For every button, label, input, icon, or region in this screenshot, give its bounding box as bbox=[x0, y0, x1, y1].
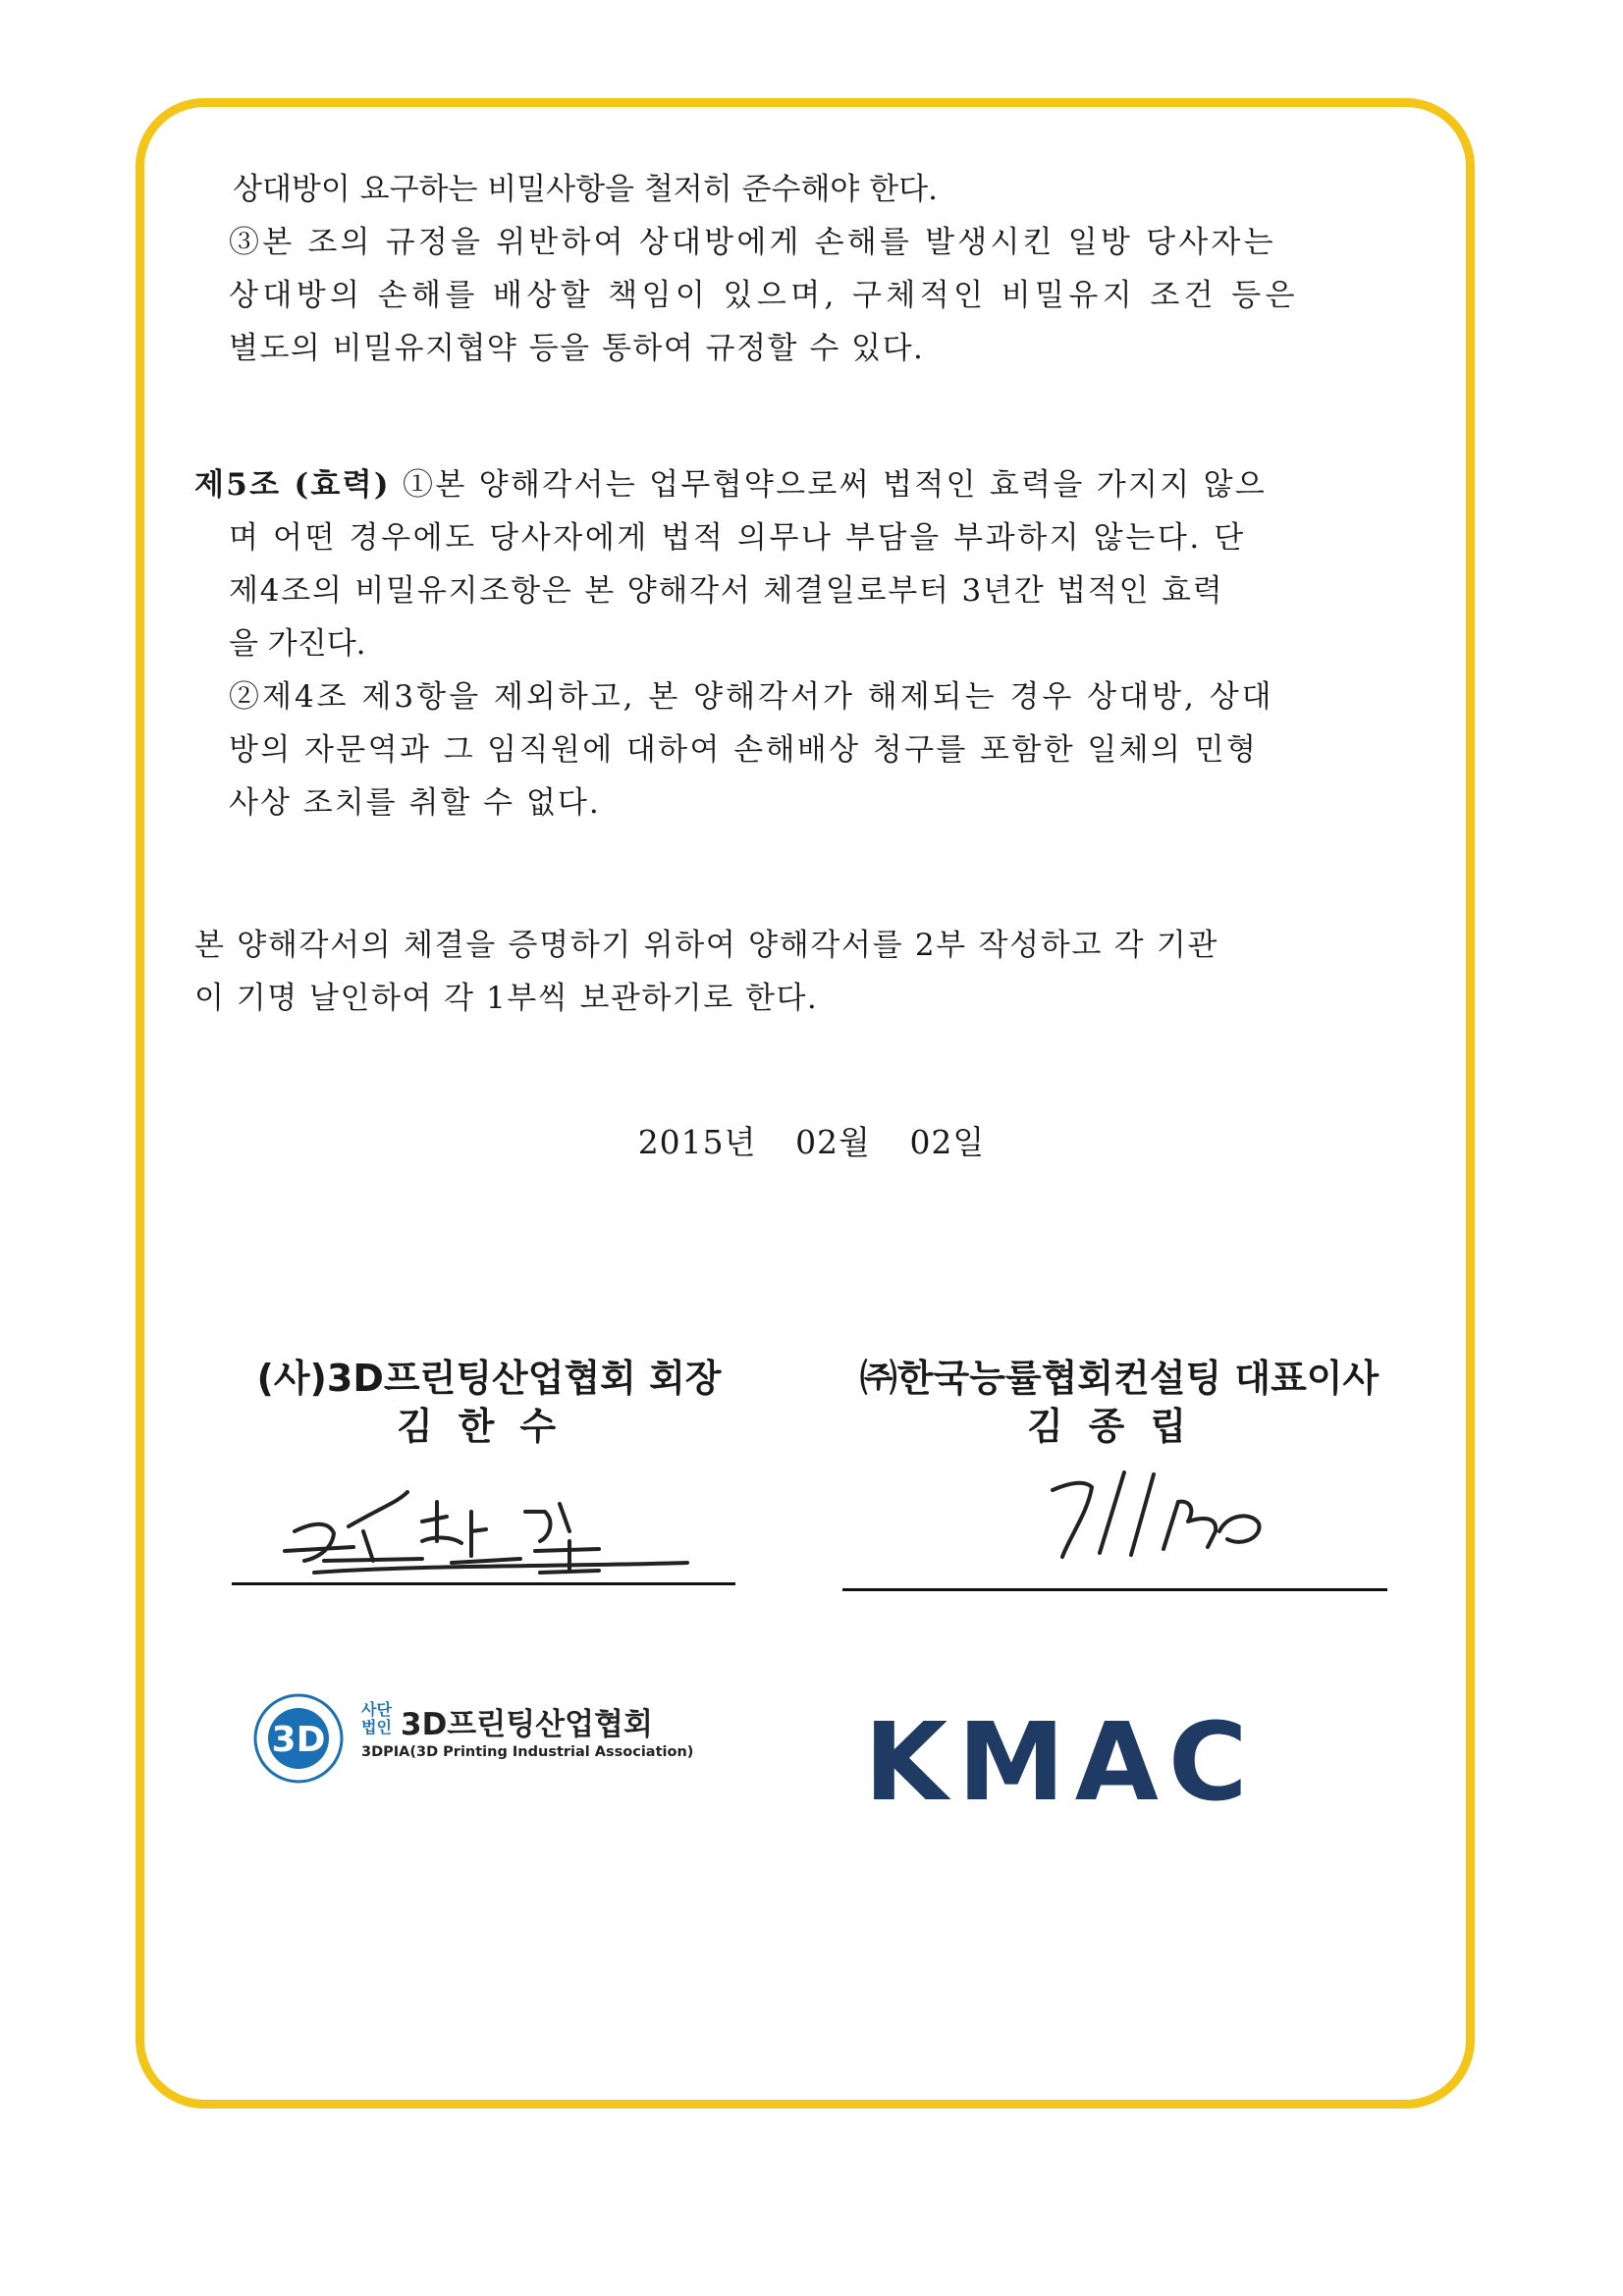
section5-first-line bbox=[194, 458, 1430, 511]
left-signatory bbox=[214, 1355, 764, 1451]
date-month: 02월 bbox=[795, 1123, 871, 1161]
left-signatory-title: (사)3D프린팅산업협회 회장 bbox=[256, 1357, 722, 1400]
3dpia-name: 3D프린팅산업협회 bbox=[401, 1707, 653, 1742]
closing-paragraph bbox=[194, 919, 1430, 1025]
right-signatory bbox=[825, 1355, 1414, 1451]
text-line: 방의 자문역과 그 임직원에 대하여 손해배상 청구를 포함한 일체의 민형 bbox=[229, 732, 1259, 768]
section5-heading: 제5조 (효력) bbox=[194, 467, 391, 503]
left-signatory-name: 김한수 bbox=[396, 1405, 582, 1448]
section4-tail bbox=[229, 163, 1430, 375]
section5-first-line-text: ①본 양해각서는 업무협약으로써 법적인 효력을 가지지 않으 bbox=[403, 467, 1268, 503]
logo-kmac: KMAC bbox=[864, 1699, 1258, 1825]
text-line: 상대방의 손해를 배상할 책임이 있으며, 구체적인 비밀유지 조건 등은 bbox=[229, 278, 1299, 313]
date-day: 02일 bbox=[909, 1123, 986, 1161]
signing-date bbox=[0, 1117, 1623, 1163]
text-line: 본 양해각서의 체결을 증명하기 위하여 양해각서를 2부 작성하고 각 기관 bbox=[194, 928, 1219, 963]
text-line: 상대방이 요구하는 비밀사항을 철저히 준수해야 한다. bbox=[233, 172, 938, 207]
text-line: 이 기명 날인하여 각 1부씩 보관하기로 한다. bbox=[194, 981, 819, 1016]
left-signature-line bbox=[232, 1582, 735, 1585]
right-signature-line bbox=[842, 1588, 1387, 1591]
text-line: 제4조의 비밀유지조항은 본 양해각서 체결일로부터 3년간 법적인 효력 bbox=[229, 573, 1224, 609]
right-handwritten-signature bbox=[1041, 1463, 1296, 1571]
logo-3dpia bbox=[253, 1693, 715, 1782]
left-handwritten-signature bbox=[275, 1482, 707, 1590]
document-frame bbox=[135, 98, 1475, 2109]
section5 bbox=[194, 458, 1430, 829]
right-signatory-title: ㈜한국능률협회컨설팅 대표이사 bbox=[859, 1357, 1380, 1400]
3dpia-corp-type: 사단 법인 bbox=[361, 1700, 392, 1736]
text-line: 을 가진다. bbox=[229, 626, 366, 662]
3dpia-english-name: 3DPIA(3D Printing Industrial Association) bbox=[361, 1744, 694, 1760]
svg-text:3D: 3D bbox=[271, 1720, 326, 1760]
right-signatory-name: 김종립 bbox=[1026, 1405, 1213, 1448]
text-line: 별도의 비밀유지협약 등을 통하여 규정할 수 있다. bbox=[229, 331, 925, 366]
date-year: 2015년 bbox=[637, 1123, 757, 1161]
3dpia-emblem-icon bbox=[253, 1693, 344, 1784]
text-line: 사상 조치를 취할 수 없다. bbox=[229, 785, 601, 821]
text-line: 며 어떤 경우에도 당사자에게 법적 의무나 부담을 부과하지 않는다. 단 bbox=[229, 520, 1246, 556]
text-line: ②제4조 제3항을 제외하고, 본 양해각서가 해제되는 경우 상대방, 상대 bbox=[229, 679, 1274, 715]
text-line: ③본 조의 규정을 위반하여 상대방에게 손해를 발생시킨 일방 당사자는 bbox=[229, 225, 1276, 260]
